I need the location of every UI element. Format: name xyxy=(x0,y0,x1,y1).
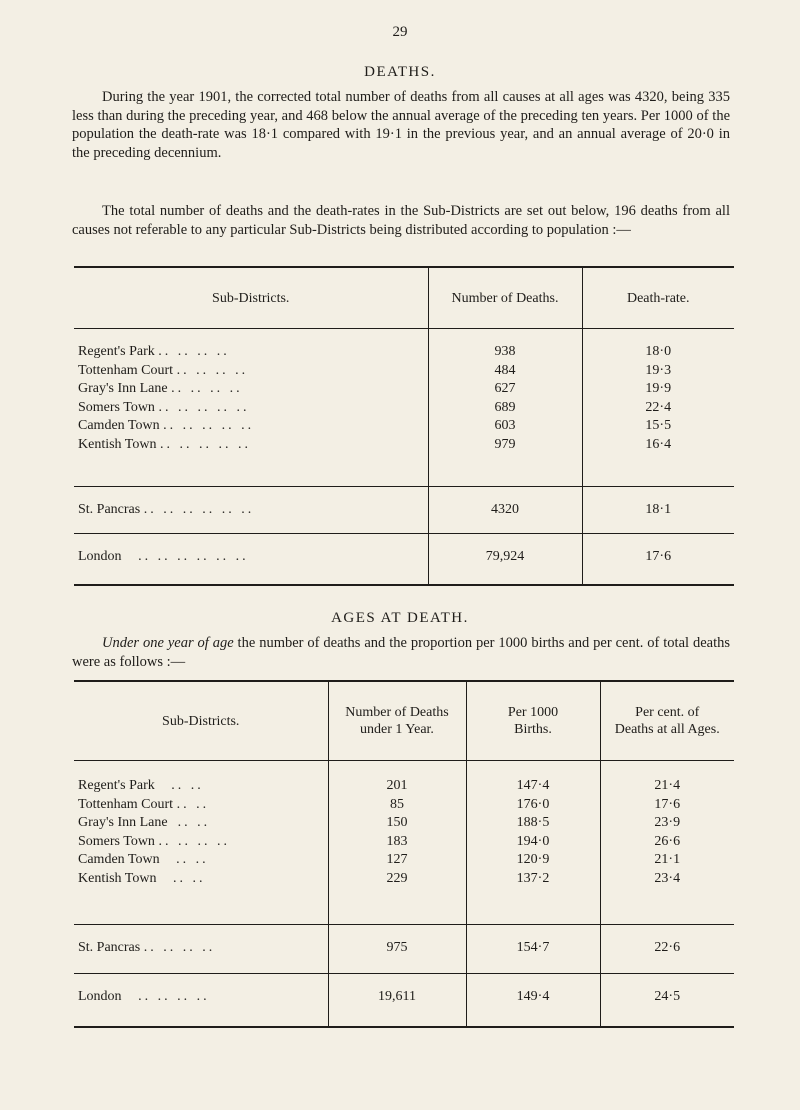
percent-value: 21·1 xyxy=(600,851,734,870)
rate-value: 18·0 xyxy=(582,343,734,362)
percent-value: 26·6 xyxy=(600,833,734,852)
deaths-value: 4320 xyxy=(428,499,582,521)
table-row-total: St. Pancras .. .. .. .. 975 154·7 22·6 xyxy=(74,937,734,959)
district-name: St. Pancras xyxy=(78,501,141,517)
district-name: Camden Town xyxy=(78,418,160,433)
percent-value: 23·4 xyxy=(600,870,734,889)
deaths-paragraph-1: During the year 1901, the corrected total number of deaths from all causes at all ages was 4320, being 335 less than during the preceding year, and 468 below the annual average of the preceding ten years. Per 1000 of the population the death-rate was 18·1 compared with 19·1 in the previous year, and an annual average of 20·0 in the preceding decennium. xyxy=(72,89,730,161)
rate-value: 19·9 xyxy=(582,380,734,399)
ages-intro-italic: Under one year of age xyxy=(102,635,234,651)
district-name: Somers Town xyxy=(78,833,155,849)
deaths-heading: DEATHS. xyxy=(364,64,436,80)
deaths-table xyxy=(74,266,734,586)
district-name: Regent's Park xyxy=(78,778,155,793)
col-header-sub-districts: Sub-Districts. xyxy=(74,267,428,329)
table-row-london: London .. .. .. .. 19,611 149·4 24·5 xyxy=(74,986,734,1008)
ages-intro xyxy=(72,634,730,671)
ages-heading: AGES AT DEATH. xyxy=(331,610,469,626)
deaths-value: 85 xyxy=(328,796,466,815)
district-name: London xyxy=(78,988,122,1004)
district-name: Kentish Town xyxy=(78,870,157,886)
rate-value: 22·4 xyxy=(582,399,734,418)
deaths-value: 979 xyxy=(428,436,582,455)
district-name: St. Pancras xyxy=(78,939,141,955)
table-row: Tottenham Court .. .. .. .. 484 19·3 xyxy=(74,362,734,381)
table-row: Somers Town .. .. .. .. .. 689 22·4 xyxy=(74,399,734,418)
district-name: London xyxy=(78,548,122,564)
deaths-value: 689 xyxy=(428,399,582,418)
rate-value: 15·5 xyxy=(582,417,734,436)
page-number: 29 xyxy=(392,24,408,40)
table-row: Tottenham Court .. .. 85 176·0 17·6 xyxy=(74,796,734,815)
table-row: Gray's Inn Lane .. .. .. .. 627 19·9 xyxy=(74,380,734,399)
per1000-value: 120·9 xyxy=(466,851,600,870)
per1000-value: 137·2 xyxy=(466,870,600,889)
table-row: Kentish Town .. .. 229 137·2 23·4 xyxy=(74,870,734,889)
per1000-value: 154·7 xyxy=(466,937,600,959)
percent-value: 22·6 xyxy=(600,937,734,959)
deaths-value: 127 xyxy=(328,851,466,870)
col-header-death-rate: Death-rate. xyxy=(582,267,734,329)
deaths-value: 603 xyxy=(428,417,582,436)
rate-value: 17·6 xyxy=(582,546,734,568)
deaths-value: 79,924 xyxy=(428,546,582,568)
rate-value: 19·3 xyxy=(582,362,734,381)
per1000-value: 176·0 xyxy=(466,796,600,815)
table-row: Regent's Park .. .. 201 147·4 21·4 xyxy=(74,777,734,796)
rate-value: 18·1 xyxy=(582,499,734,521)
col-header-sub-districts: Sub-Districts. xyxy=(74,681,328,761)
district-name: Gray's Inn Lane xyxy=(78,381,168,396)
table-row: Somers Town .. .. .. .. 183 194·0 26·6 xyxy=(74,833,734,852)
district-name: Camden Town xyxy=(78,852,160,867)
col-header-per-1000-births: Per 1000 Births. xyxy=(466,681,600,761)
col-header-per-cent: Per cent. of Deaths at all Ages. xyxy=(600,681,734,761)
table-row: Camden Town .. .. .. .. .. 603 15·5 xyxy=(74,417,734,436)
table-row: Gray's Inn Lane .. .. 150 188·5 23·9 xyxy=(74,814,734,833)
col-header-deaths-under-1: Number of Deaths under 1 Year. xyxy=(328,681,466,761)
ages-intro-rest: the number of deaths and the proportion per 1000 births and per cent. of total deaths were as follows :— xyxy=(72,635,730,670)
ages-table xyxy=(74,680,734,1028)
district-name: Tottenham Court xyxy=(78,796,174,812)
deaths-value: 938 xyxy=(428,343,582,362)
deaths-value: 627 xyxy=(428,380,582,399)
district-name: Gray's Inn Lane xyxy=(78,815,168,830)
table-row-total: St. Pancras .. .. .. .. .. .. 4320 18·1 xyxy=(74,499,734,521)
table-row: Regent's Park .. .. .. .. 938 18·0 xyxy=(74,343,734,362)
col-header-number-of-deaths: Number of Deaths. xyxy=(428,267,582,329)
percent-value: 21·4 xyxy=(600,777,734,796)
table-row: Camden Town .. .. 127 120·9 21·1 xyxy=(74,851,734,870)
per1000-value: 147·4 xyxy=(466,777,600,796)
deaths-value: 201 xyxy=(328,777,466,796)
percent-value: 17·6 xyxy=(600,796,734,815)
percent-value: 24·5 xyxy=(600,986,734,1008)
per1000-value: 194·0 xyxy=(466,833,600,852)
district-name: Kentish Town xyxy=(78,436,157,452)
deaths-value: 975 xyxy=(328,937,466,959)
district-name: Regent's Park xyxy=(78,344,155,359)
rate-value: 16·4 xyxy=(582,436,734,455)
deaths-paragraph-2: The total number of deaths and the death-rates in the Sub-Districts are set out below, 196 deaths from all causes not referable to any particular Sub-Districts being distributed according to population :— xyxy=(72,203,730,238)
per1000-value: 188·5 xyxy=(466,814,600,833)
deaths-value: 183 xyxy=(328,833,466,852)
deaths-value: 229 xyxy=(328,870,466,889)
deaths-value: 19,611 xyxy=(328,986,466,1008)
district-name: Tottenham Court xyxy=(78,362,174,378)
district-name: Somers Town xyxy=(78,399,155,415)
percent-value: 23·9 xyxy=(600,814,734,833)
table-row: Kentish Town .. .. .. .. .. 979 16·4 xyxy=(74,436,734,455)
per1000-value: 149·4 xyxy=(466,986,600,1008)
table-row-london: London .. .. .. .. .. .. 79,924 17·6 xyxy=(74,546,734,568)
deaths-value: 484 xyxy=(428,362,582,381)
deaths-value: 150 xyxy=(328,814,466,833)
